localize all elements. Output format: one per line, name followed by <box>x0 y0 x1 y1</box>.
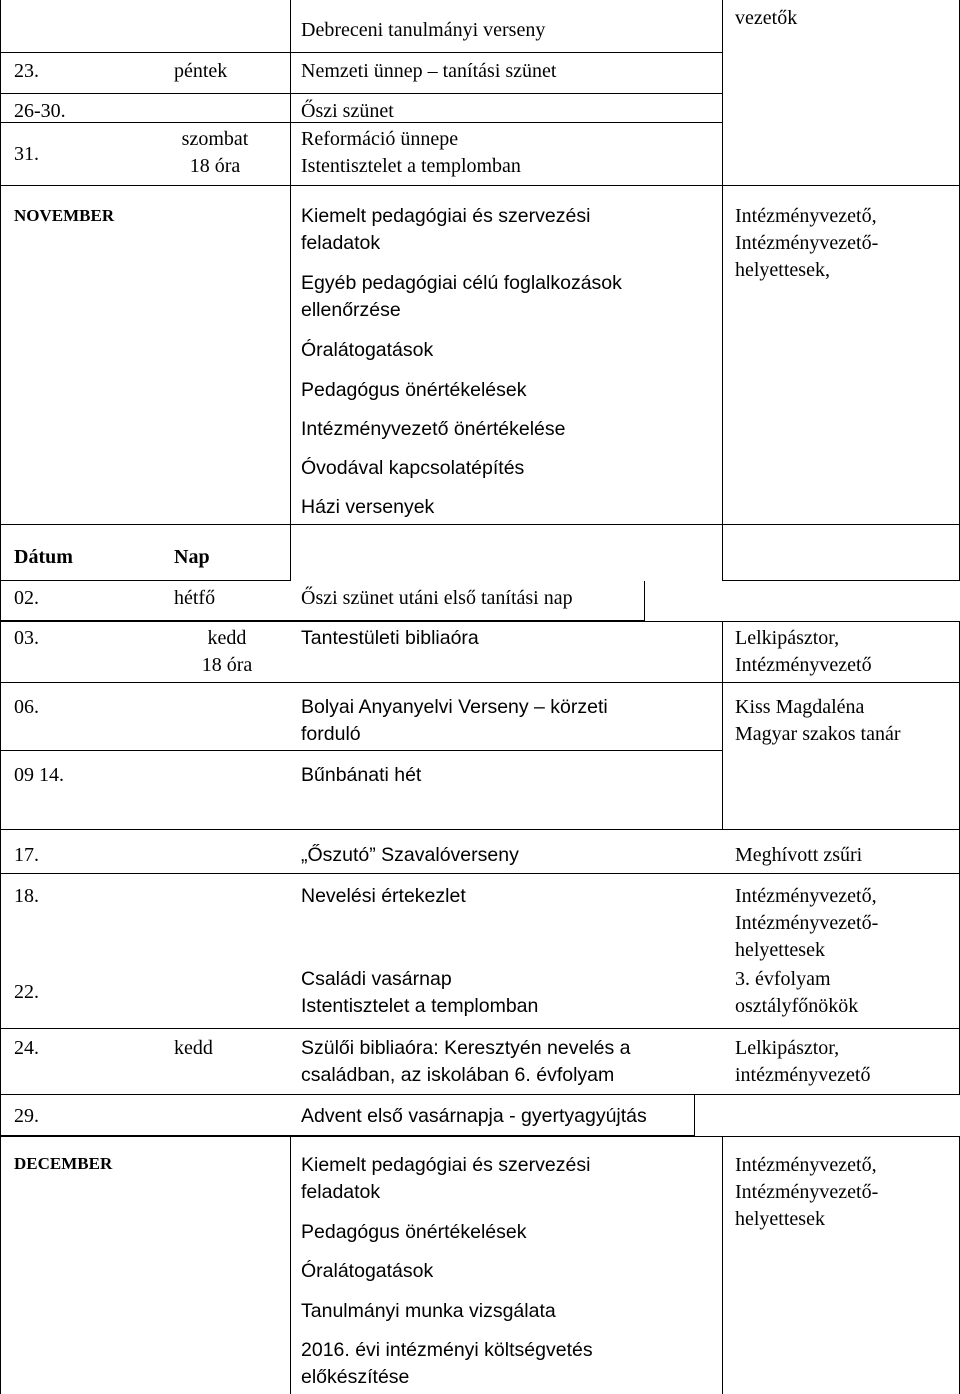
responsible-text: intézményvezető <box>735 1064 871 1086</box>
day-cell: kedd <box>174 1037 213 1059</box>
top-row-line <box>0 93 722 94</box>
date-cell: 09 14. <box>14 764 64 786</box>
nov-left-border <box>0 185 1 525</box>
event-text: Nemzeti ünnep – tanítási szünet <box>301 60 557 82</box>
responsible-text: Intézményvezető <box>735 654 872 676</box>
responsible-text: Meghívott zsűri <box>735 844 863 866</box>
responsible-text: helyettesek <box>735 939 825 961</box>
date-cell: 29. <box>14 1105 39 1127</box>
task-item: 2016. évi intézményi költségvetés <box>301 1339 593 1361</box>
task-item: Intézményvezető önértékelése <box>301 418 566 440</box>
event-text: Szülői bibliaóra: Keresztyén nevelés a <box>301 1037 631 1059</box>
event-text: „Őszutó” Szavalóverseny <box>301 844 519 866</box>
responsible-text: osztályfőnökök <box>735 995 859 1017</box>
date-cell: 22. <box>14 981 39 1003</box>
task-item: Óralátogatások <box>301 1260 434 1282</box>
responsible-text: 3. évfolyam <box>735 968 831 990</box>
task-item: Kiemelt pedagógiai és szervezési <box>301 1154 591 1176</box>
day-cell: hétfő <box>174 587 216 609</box>
date-cell: 02. <box>14 587 39 609</box>
dec-col-divider-resp <box>722 1136 723 1394</box>
responsible-text: Intézményvezető- <box>735 232 879 254</box>
event-text: Advent első vasárnapja - gyertyagyújtás <box>301 1105 647 1127</box>
event-text: családban, az iskolában 6. évfolyam <box>301 1064 615 1086</box>
event-text: Őszi szünet utáni első tanítási nap <box>301 587 573 609</box>
responsible-text: Lelkipásztor, <box>735 627 840 649</box>
nov-col-divider-resp <box>722 185 723 525</box>
responsible-text: helyettesek, <box>735 259 830 281</box>
responsible-text: Intézményvezető- <box>735 912 879 934</box>
task-item: Pedagógus önértékelések <box>301 379 527 401</box>
date-cell: 17. <box>14 844 39 866</box>
event-text: Reformáció ünnepe <box>301 128 459 150</box>
day-cell: 18 óra <box>201 654 253 676</box>
date-cell: 23. <box>14 60 39 82</box>
event-text: Őszi szünet <box>301 100 394 122</box>
event-text: Istentisztelet a templomban <box>301 155 521 177</box>
responsible-text: Lelkipásztor, <box>735 1037 840 1059</box>
task-item: Kiemelt pedagógiai és szervezési <box>301 205 591 227</box>
date-cell: 24. <box>14 1037 39 1059</box>
event-text: Családi vasárnap <box>301 968 452 990</box>
responsible-text: Kiss Magdaléna <box>735 696 865 718</box>
task-item: feladatok <box>301 1181 381 1203</box>
responsible-text: Intézményvezető, <box>735 885 877 907</box>
task-item: Házi versenyek <box>301 496 435 518</box>
row-line <box>0 750 722 751</box>
responsible-text: Intézményvezető, <box>735 205 877 227</box>
day-cell: 18 óra <box>189 155 241 177</box>
responsible-text: Intézményvezető- <box>735 1181 879 1203</box>
top-bottom-line <box>0 185 960 186</box>
event-text: Istentisztelet a templomban <box>301 995 539 1017</box>
header-resp-cell <box>722 524 960 581</box>
event-text: Bolyai Anyanyelvi Verseny – körzeti <box>301 696 608 718</box>
header-date: Dátum <box>14 546 73 568</box>
responsible-text: Intézményvezető, <box>735 1154 877 1176</box>
task-item: Tanulmányi munka vizsgálata <box>301 1300 556 1322</box>
day-cell: kedd <box>207 627 247 649</box>
month-heading-november: NOVEMBER <box>14 206 115 225</box>
nov-col-divider-event <box>290 185 291 525</box>
date-cell: 03. <box>14 627 39 649</box>
month-heading-december: DECEMBER <box>14 1154 113 1173</box>
responsible-text: vezetők <box>735 7 798 29</box>
event-text: Tantestületi bibliaóra <box>301 627 479 649</box>
task-item: Óvodával kapcsolatépítés <box>301 457 525 479</box>
date-cell: 06. <box>14 696 39 718</box>
row-line <box>0 1028 960 1029</box>
col-divider-resp <box>722 621 723 830</box>
task-item: Óralátogatások <box>301 339 434 361</box>
event-text: Bűnbánati hét <box>301 764 422 786</box>
task-item: Egyéb pedagógiai célú foglalkozások <box>301 272 622 294</box>
event-text: Debreceni tanulmányi verseny <box>301 19 546 41</box>
top-row-line <box>0 52 722 53</box>
row-line <box>0 873 960 874</box>
date-cell: 26-30. <box>14 100 66 122</box>
dec-col-divider-event <box>290 1136 291 1394</box>
task-item: feladatok <box>301 232 381 254</box>
event-text: forduló <box>301 723 361 745</box>
responsible-text: Magyar szakos tanár <box>735 723 901 745</box>
day-cell: péntek <box>174 60 228 82</box>
event-text: Nevelési értekezlet <box>301 885 466 907</box>
row-line <box>0 682 960 683</box>
task-item: ellenőrzése <box>301 299 401 321</box>
top-col-divider-resp <box>722 0 723 185</box>
task-item: Pedagógus önértékelések <box>301 1221 527 1243</box>
date-cell: 18. <box>14 885 39 907</box>
task-item: előkészítése <box>301 1366 410 1388</box>
day-cell: szombat <box>181 128 249 150</box>
header-day: Nap <box>174 546 210 568</box>
responsible-text: helyettesek <box>735 1208 825 1230</box>
date-cell: 31. <box>14 143 39 165</box>
